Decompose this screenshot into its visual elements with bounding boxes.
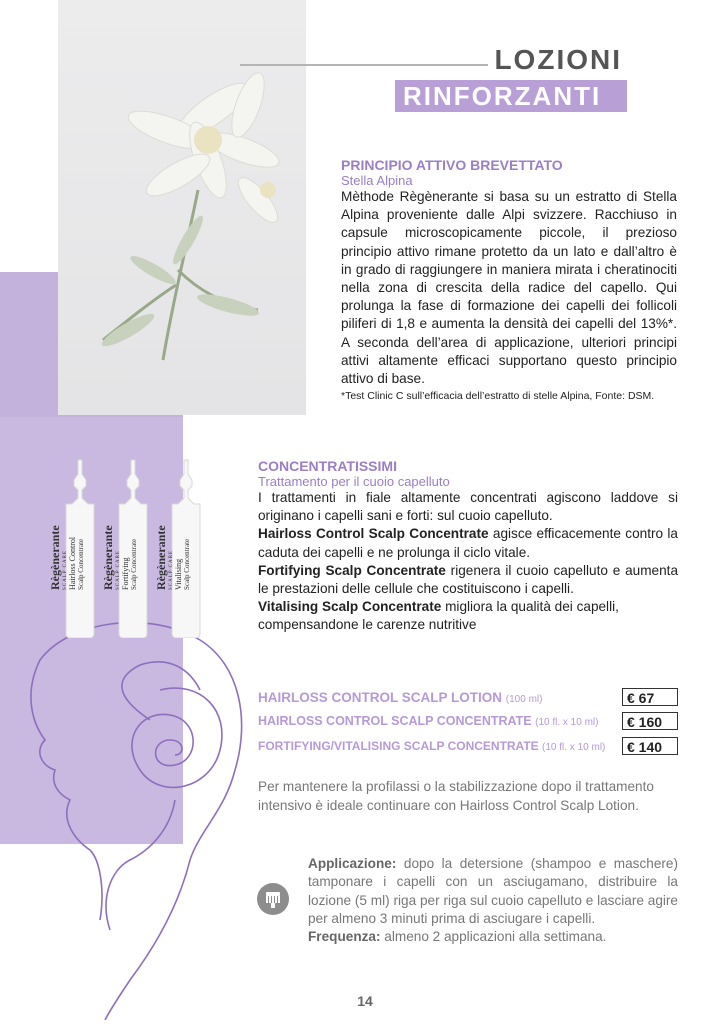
section1-heading: PRINCIPIO ATTIVO BREVETTATO — [341, 157, 563, 173]
section1-footnote: *Test Clinic C sull’efficacia dell’estratto di stelle Alpina, Fonte: DSM. — [341, 390, 655, 403]
maintenance-text: Per mantenere la profilassi o la stabilizzazione dopo il trattamento intensivo è ideale continuare con Hairloss Control Scalp Lotion. — [258, 779, 654, 813]
price-value: € 140 — [622, 737, 678, 755]
page-title-line2: RINFORZANTI — [403, 81, 602, 111]
price-row — [258, 688, 678, 708]
section1-subheading: Stella Alpina — [341, 173, 413, 188]
ampoule-label-3: Règènerante SCALP CARE Vitalising Scalp Concentrate — [154, 525, 191, 590]
price-value: € 67 — [622, 688, 678, 706]
comb-application-icon — [257, 883, 289, 915]
section2-intro: I trattamenti in fiale altamente concentrati agiscono laddove si originano i capelli sani e forti: sul cuoio capelluto. — [258, 490, 678, 524]
application-instructions: Applicazione: dopo la detersione (shampoo e maschere) tamponare i capelli con un asciugamano, distribuire la lozione (5 ml) riga per riga sul cuoio capelluto e lasciare agire per almeno 3 minuti prima di asciugare i capelli. Frequenza: almeno 2 applicazioni alla settimana. — [308, 856, 678, 945]
head-lineart-decoration — [0, 600, 260, 1020]
ampoule-label-1: Règènerante SCALP CARE Hairloss Control Scalp Concentrate — [48, 525, 85, 590]
section-principio-attivo — [341, 157, 677, 402]
price-product-name: HAIRLOSS CONTROL SCALP CONCENTRATE (10 fl. x 10 ml) — [258, 714, 599, 728]
section2-fortifying-paragraph: Fortifying Scalp Concentrate rigenera il cuoio capelluto e aumenta le prestazioni delle cellule che costituiscono i capelli. — [258, 562, 679, 597]
section2-vitalising-paragraph: Vitalising Scalp Concentrate migliora la qualità dei capelli, compensandone le carenze nutritive — [258, 599, 619, 633]
price-product-name: FORTIFYING/VITALISING SCALP CONCENTRATE (10 fl. x 10 ml) — [258, 739, 606, 753]
edelweiss-photo — [58, 0, 306, 415]
price-value: € 160 — [622, 712, 678, 730]
section2-subheading: Trattamento per il cuoio capelluto — [258, 474, 450, 489]
page-number: 14 — [357, 993, 373, 1009]
price-product-name: HAIRLOSS CONTROL SCALP LOTION (100 ml) — [258, 690, 543, 705]
price-row — [258, 712, 678, 732]
section2-heading: CONCENTRATISSIMI — [258, 458, 397, 474]
price-row — [258, 737, 678, 757]
page-title-line1: LOZIONI — [494, 44, 622, 75]
section-concentratissimi — [258, 458, 678, 635]
section1-body: Mèthode Règènerante si basa su un estratto di Stella Alpina proveniente dalle Alpi svizzere. Racchiuso in capsule microscopicamente piccole, il prezioso principio attivo rimane protetto da un lato e dall’altro è in grado di raggiungere in maniera mirata i cheratinociti nella zona di crescita della radice del capello. Qui prolunga la fase di formazione dei capelli dei follicoli piliferi di 1,8 e aumenta la densità dei capelli del 13%*. A seconda dell’area di applicazione, ulteriori principi attivi altamente efficaci supportano questo principio attivo di base. — [341, 189, 677, 387]
edelweiss-flower-icon — [58, 0, 306, 415]
section2-hairloss-paragraph: Hairloss Control Scalp Concentrate agisce efficacemente contro la caduta dei capelli e ne prolunga il ciclo vitale. — [258, 526, 678, 560]
ampoule-label-2: Règènerante SCALP CARE Fortifying Scalp Concentrate — [101, 525, 138, 590]
